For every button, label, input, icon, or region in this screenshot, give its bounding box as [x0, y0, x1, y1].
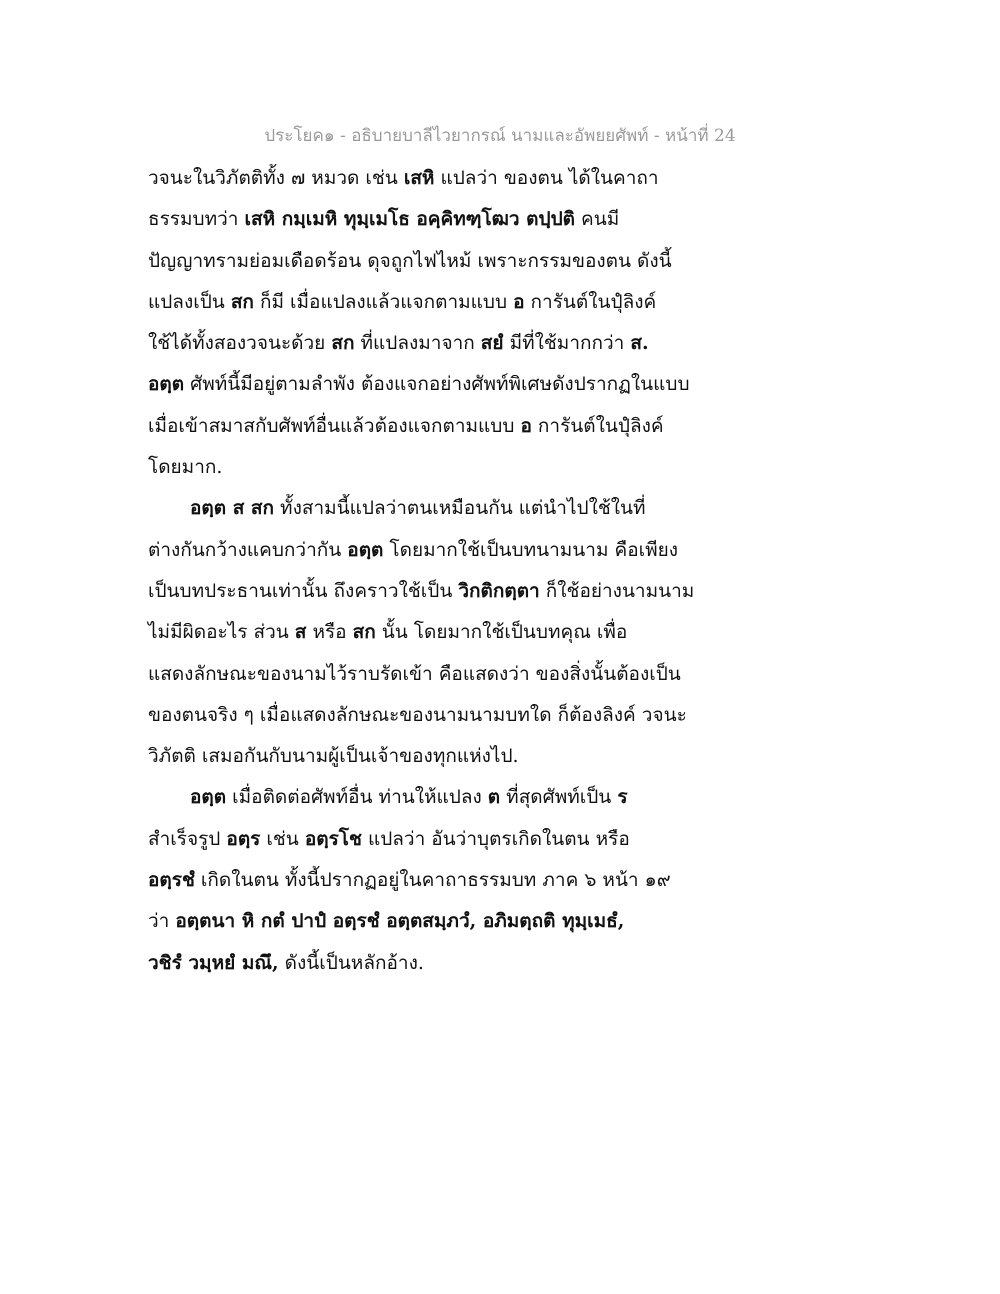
- text-run: เมื่อติดต่อศัพท์อื่น ท่านให้แปลง: [226, 786, 488, 809]
- pali-term: อตฺร: [226, 827, 261, 850]
- running-header: ประโยค๑ - อธิบายบาลีไวยากรณ์ นามและอัพยยศัพท์ - หน้าที่ 24: [264, 126, 736, 146]
- text-run: ก็ใช้อย่างนามนาม: [539, 579, 695, 602]
- text-run: ที่สุดศัพท์เป็น: [500, 786, 618, 809]
- text-run: วจนะในวิภัตติทั้ง ๗ หมวด เช่น: [148, 167, 404, 189]
- pali-term: ร: [617, 786, 628, 809]
- text-run: การันต์ในปุํลิงค์: [524, 290, 657, 313]
- pali-term: วชิรํ วมฺหยํ มณึ,: [148, 951, 279, 974]
- pali-term: สก: [352, 621, 376, 644]
- text-run: ของตนจริง ๆ เมื่อแสดงลักษณะของนามนามบทใด ก็ต้องลิงค์ วจนะ: [148, 703, 687, 726]
- text-line: [148, 943, 748, 984]
- text-run: ทั้งสามนี้แปลว่าตนเหมือนกัน แต่นำไปใช้ในที่: [274, 497, 646, 520]
- text-run: ปัญญาทรามย่อมเดือดร้อน ดุจถูกไฟไหม้ เพราะกรรมของตน ดังนี้: [148, 249, 672, 272]
- text-line: [148, 777, 748, 818]
- text-line: [148, 447, 748, 488]
- pali-term: อตฺต: [347, 538, 384, 561]
- text-line: [148, 364, 748, 405]
- body-text: [148, 158, 748, 984]
- text-run: เกิดในตน ทั้งนี้ปรากฏอยู่ในคาถาธรรมบท ภาค ๖ หน้า ๑๙: [194, 869, 671, 892]
- text-run: นั้น โดยมากใช้เป็นบทคุณ เพื่อ: [375, 621, 628, 644]
- pali-term: ต: [487, 786, 501, 809]
- text-line: [148, 199, 748, 240]
- pali-term: ส.: [630, 332, 649, 355]
- text-run: เช่น: [260, 827, 305, 850]
- text-run: เมื่อเข้าสมาสกับศัพท์อื่นแล้วต้องแจกตามแบบ: [148, 414, 521, 437]
- text-run: คนมี: [574, 208, 620, 231]
- pali-term: อตฺรโช: [304, 827, 362, 850]
- text-line: [148, 654, 748, 695]
- pali-term: อตฺรชํ: [148, 869, 195, 892]
- pali-term: อตฺต: [190, 786, 227, 809]
- pali-term: สยํ: [480, 332, 504, 355]
- text-line: [148, 530, 748, 571]
- pali-term: สก: [230, 290, 254, 313]
- text-run: ดังนี้เป็นหลักอ้าง.: [278, 951, 424, 974]
- text-run: ธรรมบทว่า: [148, 208, 245, 231]
- pali-term: เสหิ กมฺเมหิ ทุมฺเมโธ อคฺคิทฑฺโฒว ตปฺปติ: [244, 208, 575, 231]
- text-line: [148, 488, 748, 529]
- text-run: โดยมากใช้เป็นบทนามนาม คือเพียง: [383, 538, 679, 561]
- text-run: ไม่มีผิดอะไร ส่วน: [148, 621, 295, 644]
- text-run: เป็นบทประธานเท่านั้น ถึงคราวใช้เป็น: [148, 579, 459, 602]
- pali-term: ส: [294, 621, 307, 644]
- text-run: ว่า: [148, 910, 176, 933]
- text-run: แสดงลักษณะของนามไว้ราบรัดเข้า คือแสดงว่า ของสิ่งนั้นต้องเป็น: [148, 662, 681, 685]
- text-run: วิภัตติ เสมอกันกับนามผู้เป็นเจ้าของทุกแห่งไป.: [148, 745, 519, 768]
- pali-term: อ: [520, 414, 532, 437]
- text-run: หรือ: [306, 621, 353, 644]
- text-run: ต่างกันกว้างแคบกว่ากัน: [148, 538, 348, 561]
- text-line: [148, 695, 748, 736]
- text-run: ก็มี เมื่อแปลงแล้วแจกตามแบบ: [253, 290, 514, 313]
- text-line: [148, 571, 748, 612]
- text-line: [148, 406, 748, 447]
- text-run: สำเร็จรูป: [148, 827, 227, 850]
- pali-term: อ: [513, 290, 525, 313]
- pali-term: สก: [331, 332, 355, 355]
- text-line: [148, 241, 748, 282]
- text-run: ศัพท์นี้มีอยู่ตามลำพัง ต้องแจกอย่างศัพท์พิเศษดังปรากฏในแบบ: [184, 373, 690, 396]
- pali-term: อตฺต: [148, 373, 185, 396]
- text-run: โดยมาก.: [148, 456, 223, 479]
- text-run: ที่แปลงมาจาก: [354, 332, 481, 355]
- text-run: แปลว่า ของตน ได้ในคาถา: [434, 167, 659, 189]
- text-run: ใช้ได้ทั้งสองวจนะด้วย: [148, 332, 332, 355]
- text-line: [148, 612, 748, 653]
- text-line: [148, 323, 748, 364]
- text-run: มีที่ใช้มากกว่า: [503, 332, 631, 355]
- text-run: แปลงเป็น: [148, 290, 231, 313]
- text-line: [148, 158, 748, 199]
- text-line: [148, 736, 748, 777]
- text-line: [148, 282, 748, 323]
- pali-term: อตฺต ส สก: [190, 497, 275, 520]
- text-run: แปลว่า อันว่าบุตรเกิดในตน หรือ: [361, 827, 630, 850]
- pali-term: เสหิ: [403, 167, 435, 189]
- pali-term: วิกติกตฺตา: [458, 579, 540, 602]
- text-line: [148, 901, 748, 942]
- pali-term: อตฺตนา หิ กตํ ปาปํ อตฺรชํ อตฺตสมฺภวํ, อภิมตฺถติ ทุมฺเมธํ,: [175, 910, 625, 933]
- text-run: การันต์ในปุํลิงค์: [531, 414, 664, 437]
- text-line: [148, 860, 748, 901]
- text-line: [148, 819, 748, 860]
